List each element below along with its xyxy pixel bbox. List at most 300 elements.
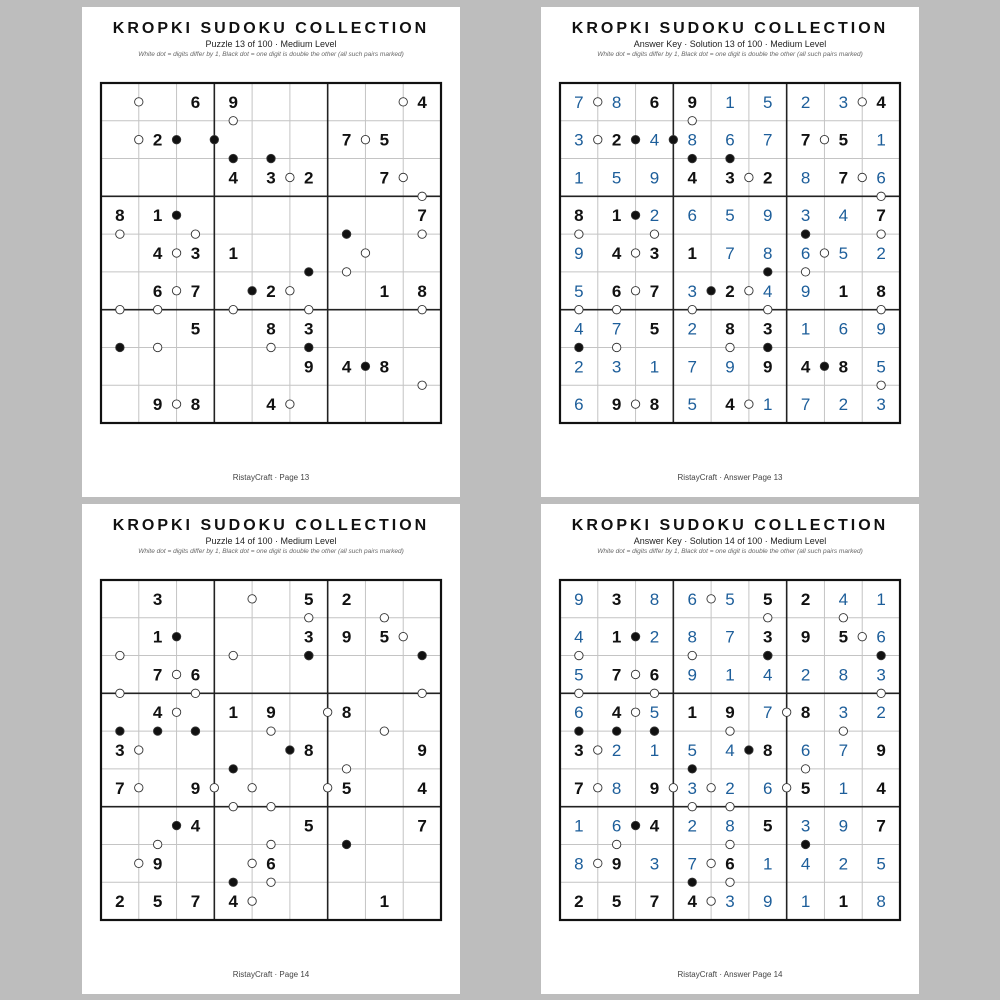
white-dot [631,249,639,257]
given-digit: 4 [152,703,163,723]
solution-digit: 3 [800,206,811,226]
white-dot [418,381,426,389]
black-dot [631,821,639,829]
white-dot [858,98,866,106]
given-digit: 8 [190,395,201,415]
white-dot [877,381,885,389]
white-dot [782,784,790,792]
given-digit: 7 [800,130,811,150]
black-dot [153,727,161,735]
page-subtitle: Puzzle 13 of 100 · Medium Level [205,39,337,49]
page-footer: RistayCraft · Answer Page 13 [677,473,783,482]
black-dot [669,135,677,143]
white-dot [858,632,866,640]
given-digit: 1 [611,206,622,226]
given-digit: 3 [611,589,622,609]
given-digit: 1 [687,703,697,723]
solution-digit: 5 [763,92,773,112]
given-digit: 7 [152,665,163,685]
solution-digit: 2 [800,92,811,112]
black-dot [361,362,369,370]
given-digit: 9 [611,854,622,874]
white-dot [801,268,809,276]
white-dot [172,400,180,408]
answer-page-13 [541,7,919,497]
given-digit: 1 [838,892,849,912]
solution-digit: 1 [876,589,886,609]
white-dot [612,305,620,313]
given-digit: 9 [304,357,314,377]
solution-digit: 2 [574,357,584,377]
given-digit: 9 [152,395,163,415]
solution-digit: 5 [687,741,697,760]
solution-digit: 7 [725,244,735,263]
solution-digit: 9 [876,319,886,339]
solution-digit: 6 [876,168,886,188]
white-dot [707,595,715,603]
solution-digit: 5 [611,168,622,188]
given-digit: 2 [304,168,314,188]
rule-text: White dot = digits differ by 1, Black dot = one digit is double the other (all such pairs marked) [138,548,404,555]
black-dot [764,268,772,276]
given-digit: 5 [304,589,314,609]
page-footer: RistayCraft · Page 13 [232,473,310,482]
solution-digit: 7 [611,319,622,339]
solution-digit: 2 [687,816,697,836]
given-digit: 5 [341,778,352,798]
given-digit: 6 [266,854,276,874]
white-dot [764,305,772,313]
given-digit: 9 [649,778,660,798]
page-title: KROPKI SUDOKU COLLECTION [112,517,430,534]
solution-digit: 1 [649,357,660,377]
white-dot [820,135,828,143]
black-dot [229,878,237,886]
white-dot [688,305,696,313]
black-dot [631,211,639,219]
white-dot [612,840,620,848]
white-dot [594,98,602,106]
white-dot [229,305,237,313]
given-digit: 4 [687,168,697,188]
given-digit: 7 [115,778,125,798]
white-dot [418,230,426,238]
solution-digit: 1 [725,92,735,112]
solution-digit: 8 [649,589,660,609]
white-dot [267,802,275,810]
solution-digit: 7 [838,741,849,760]
given-digit: 1 [379,892,390,912]
white-dot [172,670,180,678]
black-dot [764,343,772,351]
black-dot [650,727,658,735]
white-dot [342,268,350,276]
given-digit: 4 [800,357,811,377]
solution-digit: 8 [574,854,584,874]
given-digit: 9 [266,703,276,723]
given-digit: 5 [763,589,773,609]
white-dot [191,689,199,697]
solution-digit: 1 [876,130,886,150]
given-digit: 6 [190,665,201,685]
page-subtitle: Puzzle 14 of 100 · Medium Level [205,536,337,546]
kropki-grid [101,580,441,920]
kropki-grid [101,83,441,423]
kropki-grid [560,580,900,920]
black-dot [342,230,350,238]
white-dot [267,727,275,735]
given-digit: 1 [152,206,163,226]
white-dot [612,343,620,351]
black-dot [116,727,124,735]
given-digit: 4 [649,816,660,836]
white-dot [342,765,350,773]
given-digit: 6 [190,92,201,112]
solution-digit: 8 [611,92,622,112]
white-dot [877,192,885,200]
rule-text: White dot = digits differ by 1, Black dot = one digit is double the other (all such pairs marked) [597,51,863,58]
solution-digit: 9 [838,816,849,836]
white-dot [631,287,639,295]
given-digit: 7 [341,130,352,150]
solution-digit: 4 [838,206,849,226]
solution-digit: 8 [725,816,735,836]
solution-digit: 3 [611,357,622,377]
black-dot [707,287,715,295]
white-dot [418,192,426,200]
white-dot [399,173,407,181]
given-digit: 4 [266,395,276,415]
given-digit: 4 [611,244,622,263]
solution-digit: 2 [649,627,660,647]
given-digit: 9 [763,357,773,377]
solution-digit: 2 [838,854,849,874]
black-dot [631,135,639,143]
solution-digit: 1 [838,778,849,798]
white-dot [688,651,696,659]
white-dot [135,859,143,867]
given-digit: 1 [228,244,238,263]
given-digit: 2 [725,281,735,301]
given-digit: 4 [687,892,697,912]
solution-digit: 7 [800,395,811,415]
white-dot [418,689,426,697]
black-dot [172,821,180,829]
given-digit: 9 [228,92,238,112]
white-dot [172,708,180,716]
black-dot [305,343,313,351]
given-digit: 3 [725,168,735,188]
solution-digit: 9 [763,892,773,912]
solution-digit: 6 [725,130,735,150]
white-dot [116,651,124,659]
given-digit: 5 [379,130,390,150]
solution-digit: 6 [876,627,886,647]
white-dot [248,897,256,905]
solution-digit: 5 [876,357,886,377]
solution-digit: 5 [687,395,697,415]
white-dot [764,614,772,622]
white-dot [745,287,753,295]
solution-digit: 3 [800,816,811,836]
white-dot [631,670,639,678]
solution-digit: 1 [725,665,735,685]
solution-digit: 3 [876,665,886,685]
white-dot [172,249,180,257]
white-dot [839,727,847,735]
white-dot [575,230,583,238]
solution-digit: 6 [687,589,697,609]
given-digit: 5 [611,892,622,912]
white-dot [594,859,602,867]
given-digit: 8 [574,206,584,226]
given-digit: 8 [725,319,735,339]
white-dot [688,802,696,810]
solution-digit: 1 [800,319,811,339]
given-digit: 2 [152,130,163,150]
white-dot [248,784,256,792]
given-digit: 2 [800,589,811,609]
white-dot [839,614,847,622]
solution-digit: 1 [763,854,773,874]
white-dot [286,173,294,181]
white-dot [135,98,143,106]
given-digit: 8 [649,395,660,415]
given-digit: 4 [152,244,163,263]
white-dot [323,784,331,792]
white-dot [116,305,124,313]
white-dot [858,173,866,181]
given-digit: 5 [838,130,849,150]
given-digit: 4 [876,778,886,798]
page-footer: RistayCraft · Answer Page 14 [677,970,783,979]
given-digit: 4 [611,703,622,723]
given-digit: 3 [304,627,314,647]
given-digit: 2 [341,589,352,609]
white-dot [248,595,256,603]
given-digit: 4 [417,92,427,112]
solution-digit: 6 [611,816,622,836]
white-dot [707,784,715,792]
white-dot [594,746,602,754]
solution-digit: 5 [649,703,660,723]
given-digit: 6 [649,665,660,685]
white-dot [135,784,143,792]
white-dot [305,614,313,622]
given-digit: 4 [341,357,352,377]
solution-digit: 3 [687,778,697,798]
given-digit: 1 [838,281,849,301]
given-digit: 6 [611,281,622,301]
solution-digit: 7 [574,92,584,112]
black-dot [229,154,237,162]
white-dot [267,878,275,886]
black-dot [286,746,294,754]
white-dot [726,878,734,886]
given-digit: 8 [800,703,811,723]
white-dot [669,784,677,792]
solution-digit: 7 [763,130,773,150]
given-digit: 8 [379,357,390,377]
given-digit: 7 [876,816,886,836]
solution-digit: 7 [725,627,735,647]
white-dot [877,689,885,697]
puzzle-page-13 [82,7,460,497]
white-dot [418,305,426,313]
solution-digit: 9 [649,168,660,188]
page-title: KROPKI SUDOKU COLLECTION [112,20,430,37]
solution-digit: 9 [574,589,584,609]
black-dot [688,154,696,162]
given-digit: 9 [687,92,697,112]
solution-digit: 5 [574,281,584,301]
solution-digit: 9 [687,665,697,685]
solution-digit: 9 [763,206,773,226]
black-dot [418,651,426,659]
solution-digit: 2 [687,319,697,339]
solution-digit: 4 [574,319,584,339]
given-digit: 5 [649,319,660,339]
given-digit: 9 [611,395,622,415]
given-digit: 2 [115,892,125,912]
black-dot [172,135,180,143]
black-dot [172,632,180,640]
white-dot [153,305,161,313]
given-digit: 2 [266,281,276,301]
given-digit: 8 [876,281,886,301]
solution-digit: 3 [725,892,735,912]
black-dot [305,268,313,276]
white-dot [707,859,715,867]
given-digit: 6 [152,281,163,301]
given-digit: 5 [763,816,773,836]
solution-digit: 4 [725,741,735,760]
solution-digit: 3 [838,92,849,112]
black-dot [191,727,199,735]
rule-text: White dot = digits differ by 1, Black dot = one digit is double the other (all such pairs marked) [138,51,404,58]
black-dot [764,651,772,659]
white-dot [631,400,639,408]
solution-digit: 4 [763,665,773,685]
solution-digit: 1 [649,741,660,760]
solution-digit: 2 [876,244,886,263]
given-digit: 5 [838,627,849,647]
given-digit: 2 [763,168,773,188]
white-dot [820,249,828,257]
black-dot [210,135,218,143]
solution-digit: 8 [611,778,622,798]
solution-digit: 2 [725,778,735,798]
solution-digit: 6 [763,778,773,798]
white-dot [726,727,734,735]
given-digit: 7 [379,168,390,188]
white-dot [172,287,180,295]
solution-digit: 3 [649,854,660,874]
page-title: KROPKI SUDOKU COLLECTION [571,20,889,37]
solution-digit: 7 [763,703,773,723]
white-dot [726,343,734,351]
white-dot [575,689,583,697]
solution-digit: 8 [687,130,697,150]
solution-digit: 1 [574,816,584,836]
black-dot [305,651,313,659]
white-dot [210,784,218,792]
black-dot [248,287,256,295]
given-digit: 9 [417,741,427,760]
white-dot [650,689,658,697]
white-dot [153,840,161,848]
solution-digit: 3 [574,130,584,150]
given-digit: 7 [417,816,427,836]
black-dot [801,230,809,238]
white-dot [380,614,388,622]
given-digit: 3 [574,741,584,760]
given-digit: 7 [611,665,622,685]
black-dot [877,651,885,659]
black-dot [229,765,237,773]
black-dot [688,765,696,773]
given-digit: 3 [152,589,163,609]
given-digit: 9 [725,703,735,723]
given-digit: 9 [152,854,163,874]
solution-digit: 4 [763,281,773,301]
given-digit: 8 [838,357,849,377]
white-dot [305,305,313,313]
solution-digit: 5 [838,244,849,263]
solution-digit: 6 [687,206,697,226]
solution-digit: 9 [725,357,735,377]
solution-digit: 4 [838,589,849,609]
given-digit: 8 [341,703,352,723]
white-dot [323,708,331,716]
given-digit: 6 [725,854,735,874]
black-dot [342,840,350,848]
white-dot [745,400,753,408]
solution-digit: 3 [876,395,886,415]
solution-digit: 9 [574,244,584,263]
solution-digit: 5 [574,665,584,685]
black-dot [801,840,809,848]
white-dot [361,249,369,257]
answer-page-14 [541,504,919,994]
given-digit: 4 [876,92,886,112]
given-digit: 7 [190,281,201,301]
white-dot [191,230,199,238]
white-dot [135,135,143,143]
solution-digit: 8 [800,168,811,188]
solution-digit: 8 [763,244,773,263]
black-dot [116,343,124,351]
white-dot [782,708,790,716]
solution-digit: 2 [838,395,849,415]
page-footer: RistayCraft · Page 14 [232,970,310,979]
solution-digit: 7 [687,854,697,874]
given-digit: 4 [725,395,735,415]
given-digit: 5 [304,816,314,836]
given-digit: 7 [649,281,660,301]
solution-digit: 6 [574,395,584,415]
black-dot [726,154,734,162]
white-dot [594,135,602,143]
given-digit: 5 [152,892,163,912]
given-digit: 7 [190,892,201,912]
given-digit: 6 [649,92,660,112]
given-digit: 5 [379,627,390,647]
white-dot [229,802,237,810]
given-digit: 8 [115,206,125,226]
white-dot [575,305,583,313]
solution-digit: 7 [687,357,697,377]
